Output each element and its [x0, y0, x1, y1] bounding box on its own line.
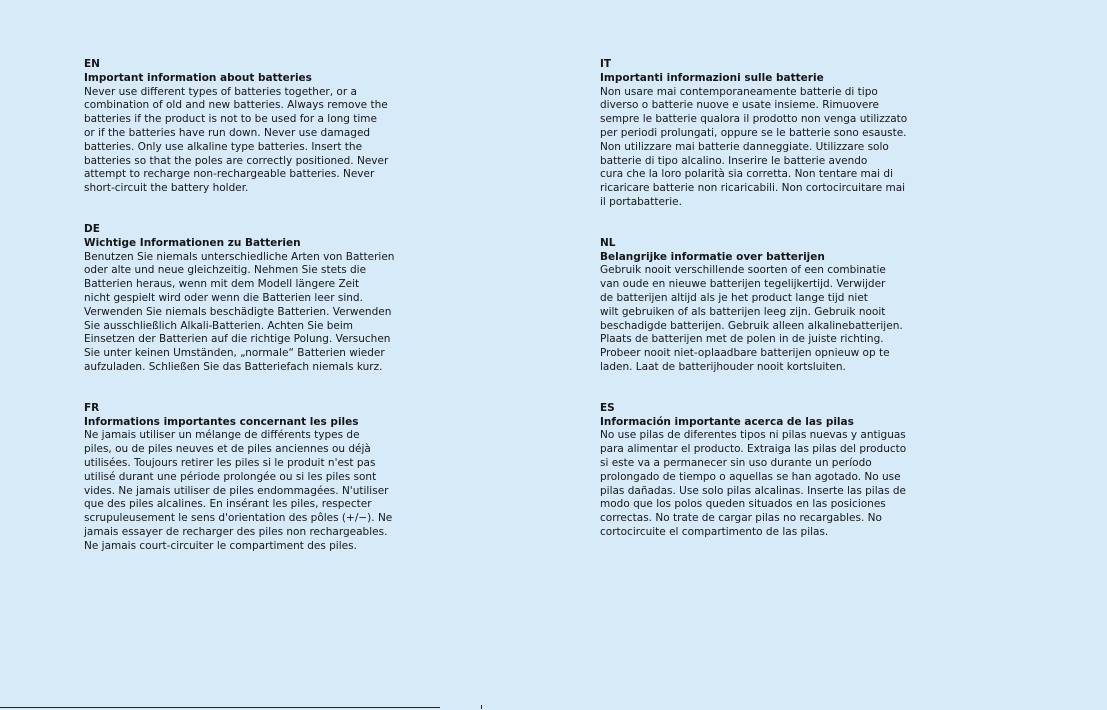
body-line: cortocircuite el compartimento de las pilas.	[600, 525, 829, 538]
body-line: Einsetzen der Batterien auf die richtige Polung. Versuchen	[84, 333, 391, 346]
body-line: nicht gespielt wird oder wenn die Batterien leer sind.	[84, 291, 363, 304]
section-fr	[84, 402, 429, 554]
body-line: laden. Laat de batterijhouder nooit kortsluiten.	[600, 360, 846, 373]
language-code: ES	[600, 401, 615, 414]
body-line: Ne jamais utiliser un mélange de différents types de	[84, 429, 360, 442]
language-code: NL	[600, 236, 616, 249]
body-line: pilas dañadas. Use solo pilas alcalinas. Inserte las pilas de	[600, 484, 907, 497]
body-line: wilt gebruiken of als batterijen leeg zijn. Gebruik nooit	[600, 305, 886, 318]
section-es	[600, 402, 945, 540]
body-line: diverso o batterie nuove e usate insieme. Rimuovere	[600, 99, 879, 112]
body-line: beschadigde batterijen. Gebruik alleen alkalinebatterijen.	[600, 319, 903, 332]
body-line: piles, ou de piles neuves et de piles anciennes ou déjà	[84, 443, 371, 456]
bottom-mark	[481, 705, 482, 709]
body-line: Plaats de batterijen met de polen in de juiste richting.	[600, 333, 884, 346]
body-line: Non utilizzare mai batterie danneggiate. Utilizzare solo	[600, 140, 889, 153]
body-line: jamais essayer de recharger des piles non rechargeables.	[84, 525, 388, 538]
body-line: que des piles alcalines. En insérant les piles, respecter	[84, 498, 372, 511]
body-line: vides. Ne jamais utiliser de piles endommagées. N'utiliser	[84, 484, 389, 497]
section-body	[600, 86, 945, 210]
section-body	[84, 251, 429, 375]
body-line: Batterien heraus, wenn mit dem Modell längere Zeit	[84, 278, 360, 291]
body-line: utilisé durant une période prolongée ou si les piles sont	[84, 470, 377, 483]
body-line: Ne jamais court-circuiter le compartiment des piles.	[84, 539, 357, 552]
body-line: Benutzen Sie niemals unterschiedliche Arten von Batterien	[84, 250, 395, 263]
section-title: Belangrijke informatie over batterijen	[600, 250, 825, 263]
body-line: modo que los polos queden situados en las posiciones	[600, 498, 886, 511]
section-body	[600, 264, 945, 374]
body-line: Verwenden Sie niemals beschädigte Batterien. Verwenden	[84, 305, 392, 318]
section-de	[84, 223, 429, 375]
body-line: batteries. Only use alkaline type batteries. Insert the	[84, 140, 363, 153]
section-nl	[600, 237, 945, 375]
body-line: short-circuit the battery holder.	[84, 182, 249, 195]
body-line: Sie unter keinen Umständen, „normale“ Batterien wieder	[84, 347, 385, 360]
body-line: para alimentar el producto. Extraiga las pilas del producto	[600, 443, 907, 456]
body-line: per periodi prolungati, oppure se le batterie sono esauste.	[600, 126, 907, 139]
language-code: DE	[84, 222, 100, 235]
language-code: EN	[84, 58, 100, 70]
body-line: oder alte und neue gleichzeitig. Nehmen Sie stets die	[84, 264, 367, 277]
body-line: prolongado de tiempo o aquellas se han agotado. No use	[600, 470, 901, 483]
body-line: van oude en nieuwe batterijen tegelijkertijd. Verwijder	[600, 278, 886, 291]
left-column	[84, 58, 429, 581]
section-title: Información importante acerca de las pilas	[600, 415, 854, 428]
body-line: cura che la loro polarità sia corretta. Non tentare mai di	[600, 168, 894, 181]
body-line: batteries if the product is not to be used for a long time	[84, 113, 377, 126]
body-line: scrupuleusement le sens d'orientation des pôles (+/−). Ne	[84, 512, 393, 525]
section-title: Informations importantes concernant les piles	[84, 415, 359, 428]
body-line: Never use different types of batteries together, or a	[84, 85, 357, 98]
body-line: batteries so that the poles are correctly positioned. Never	[84, 154, 389, 167]
body-line: No use pilas de diferentes tipos ni pilas nuevas y antiguas	[600, 429, 906, 442]
body-line: correctas. No trate de cargar pilas no recargables. No	[600, 512, 882, 525]
section-body	[600, 429, 945, 539]
section-title: Wichtige Informationen zu Batterien	[84, 236, 301, 249]
body-line: Non usare mai contemporaneamente batterie di tipo	[600, 85, 878, 98]
bottom-rule	[0, 707, 440, 708]
language-code: IT	[600, 58, 612, 70]
body-line: si este va a permanecer sin uso durante un período	[600, 456, 872, 469]
language-code: FR	[84, 401, 100, 414]
section-it	[600, 58, 945, 210]
section-body	[84, 86, 429, 196]
body-line: or if the batteries have run down. Never use damaged	[84, 126, 371, 139]
body-line: Sie ausschließlich Alkali-Batterien. Achten Sie beim	[84, 319, 354, 332]
body-line: attempt to recharge non-rechargeable batteries. Never	[84, 168, 375, 181]
body-line: utilisées. Toujours retirer les piles si le produit n'est pas	[84, 456, 376, 469]
body-line: Gebruik nooit verschillende soorten of een combinatie	[600, 264, 886, 277]
section-title: Important information about batteries	[84, 71, 312, 84]
section-title: Importanti informazioni sulle batterie	[600, 71, 824, 84]
body-line: ricaricare batterie non ricaricabili. Non cortocircuitare mai	[600, 182, 906, 195]
body-line: de batterijen altijd als je het product lange tijd niet	[600, 291, 868, 304]
body-line: il portabatterie.	[600, 195, 682, 208]
right-column	[600, 58, 945, 567]
body-line: combination of old and new batteries. Always remove the	[84, 99, 388, 112]
body-line: sempre le batterie qualora il prodotto non venga utilizzato	[600, 113, 908, 126]
body-line: Probeer nooit niet-oplaadbare batterijen opnieuw op te	[600, 347, 890, 360]
section-en	[84, 58, 429, 196]
body-line: batterie di tipo alcalino. Inserire le batterie avendo	[600, 154, 868, 167]
section-body	[84, 429, 429, 553]
body-line: aufzuladen. Schließen Sie das Batteriefach niemals kurz.	[84, 360, 383, 373]
